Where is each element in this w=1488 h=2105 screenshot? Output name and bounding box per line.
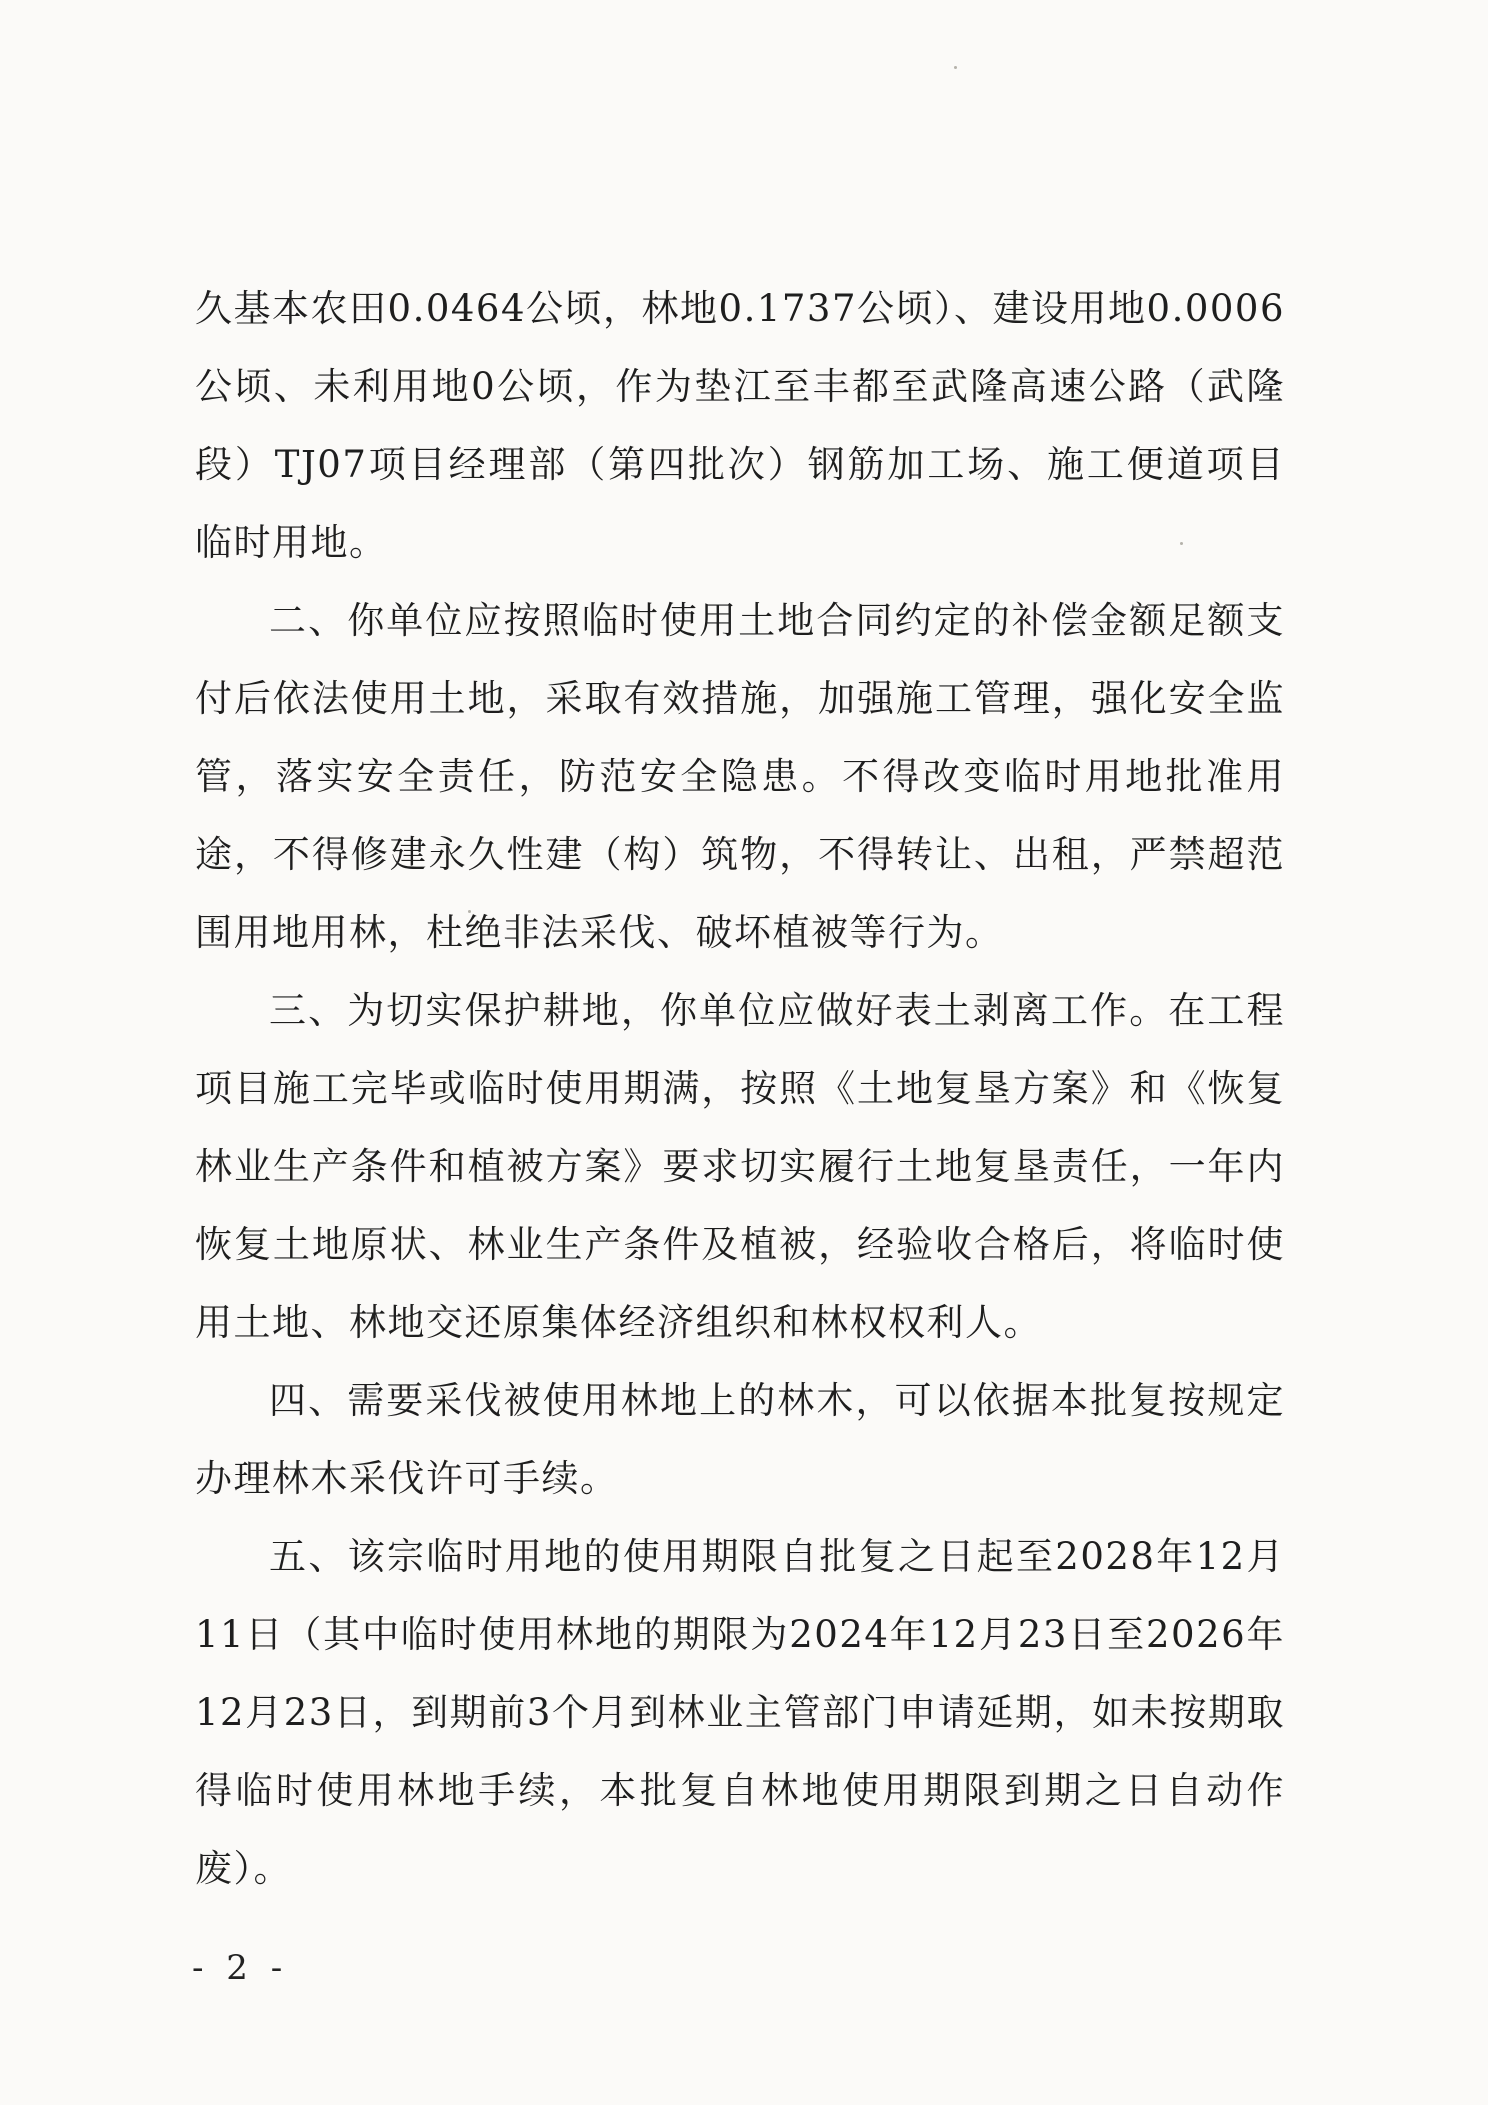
paragraph-1: 久基本农田0.0464公顷，林地0.1737公顷）、建设用地0.0006公顷、未利用地0公顷，作为垫江至丰都至武隆高速公路（武隆段）TJ07项目经理部（第四批次）钢筋加工场、施工便道项目临时用地。 (195, 287, 1285, 564)
paragraph-2: 二、你单位应按照临时使用土地合同约定的补偿金额足额支付后依法使用土地，采取有效措施，加强施工管理，强化安全监管，落实安全责任，防范安全隐患。不得改变临时用地批准用途，不得修建永久性建（构）筑物，不得转让、出租，严禁超范围用地用林，杜绝非法采伐、破坏植被等行为。 (195, 599, 1285, 954)
document-body (195, 270, 1285, 1908)
page-number: - 2 - (192, 1948, 289, 1988)
paragraph-5: 五、该宗临时用地的使用期限自批复之日起至2028年12月11日（其中临时使用林地的期限为2024年12月23日至2026年12月23日，到期前3个月到林业主管部门申请延期，如未按期取得临时使用林地手续，本批复自林地使用期限到期之日自动作废）。 (195, 1535, 1285, 1890)
paragraph-4: 四、需要采伐被使用林地上的林木，可以依据本批复按规定办理林木采伐许可手续。 (195, 1379, 1285, 1500)
scan-speck (954, 66, 957, 69)
paragraph-3: 三、为切实保护耕地，你单位应做好表土剥离工作。在工程项目施工完毕或临时使用期满，按照《土地复垦方案》和《恢复林业生产条件和植被方案》要求切实履行土地复垦责任，一年内恢复土地原状、林业生产条件及植被，经验收合格后，将临时使用土地、林地交还原集体经济组织和林权权利人。 (195, 989, 1285, 1344)
